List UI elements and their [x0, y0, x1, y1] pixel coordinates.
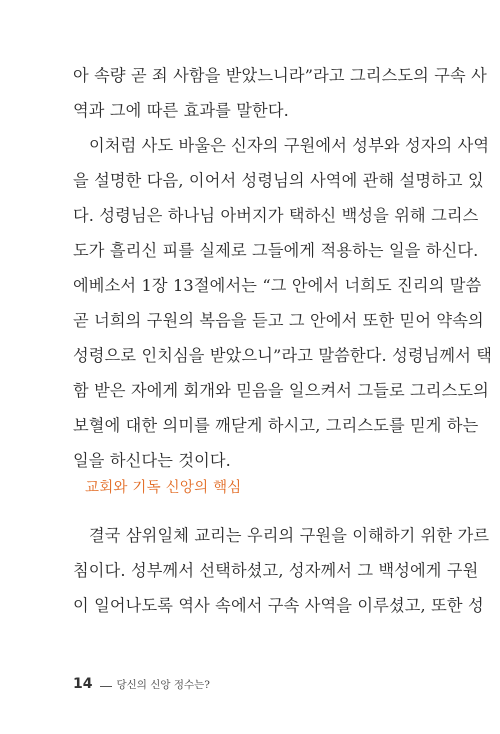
text-line: 결국 삼위일체 교리는 우리의 구원을 이해하기 위한 가르 — [89, 526, 490, 545]
text-line: 성령으로 인치심을 받았으니”라고 말씀한다. 성령님께서 택 — [73, 346, 493, 365]
text-line: 아 속량 곧 죄 사함을 받았느니라”라고 그리스도의 구속 사 — [73, 66, 487, 85]
page-number: 14 — [73, 676, 93, 692]
page-footer — [73, 676, 210, 696]
running-title: 당신의 신앙 정수는? — [116, 679, 210, 691]
text-line: 도가 흘리신 피를 실제로 그들에게 적용하는 일을 하신다. — [73, 241, 479, 260]
text-line: 이처럼 사도 바울은 신자의 구원에서 성부와 성자의 사역 — [89, 136, 490, 155]
text-line: 역과 그에 따른 효과를 말한다. — [73, 101, 289, 120]
text-line: 이 일어나도록 역사 속에서 구속 사역을 이루셨고, 또한 성 — [73, 596, 484, 615]
footer-divider — [100, 686, 112, 687]
section-heading: 교회와 기독 신앙의 핵심 — [85, 480, 242, 496]
text-line: 함 받은 자에게 회개와 믿음을 일으켜서 그들로 그리스도의 — [73, 381, 489, 400]
text-line: 침이다. 성부께서 선택하셨고, 성자께서 그 백성에게 구원 — [73, 561, 479, 580]
text-line: 을 설명한 다음, 이어서 성령님의 사역에 관해 설명하고 있 — [73, 171, 484, 190]
text-line: 에베소서 1장 13절에서는 “그 안에서 너희도 진리의 말씀 — [73, 276, 482, 295]
text-line: 다. 성령님은 하나님 아버지가 택하신 백성을 위해 그리스 — [73, 206, 479, 225]
text-line: 곧 너희의 구원의 복음을 듣고 그 안에서 또한 믿어 약속의 — [73, 311, 484, 330]
text-line: 일을 하신다는 것이다. — [73, 451, 231, 470]
text-line: 보혈에 대한 의미를 깨닫게 하시고, 그리스도를 믿게 하는 — [73, 416, 479, 435]
